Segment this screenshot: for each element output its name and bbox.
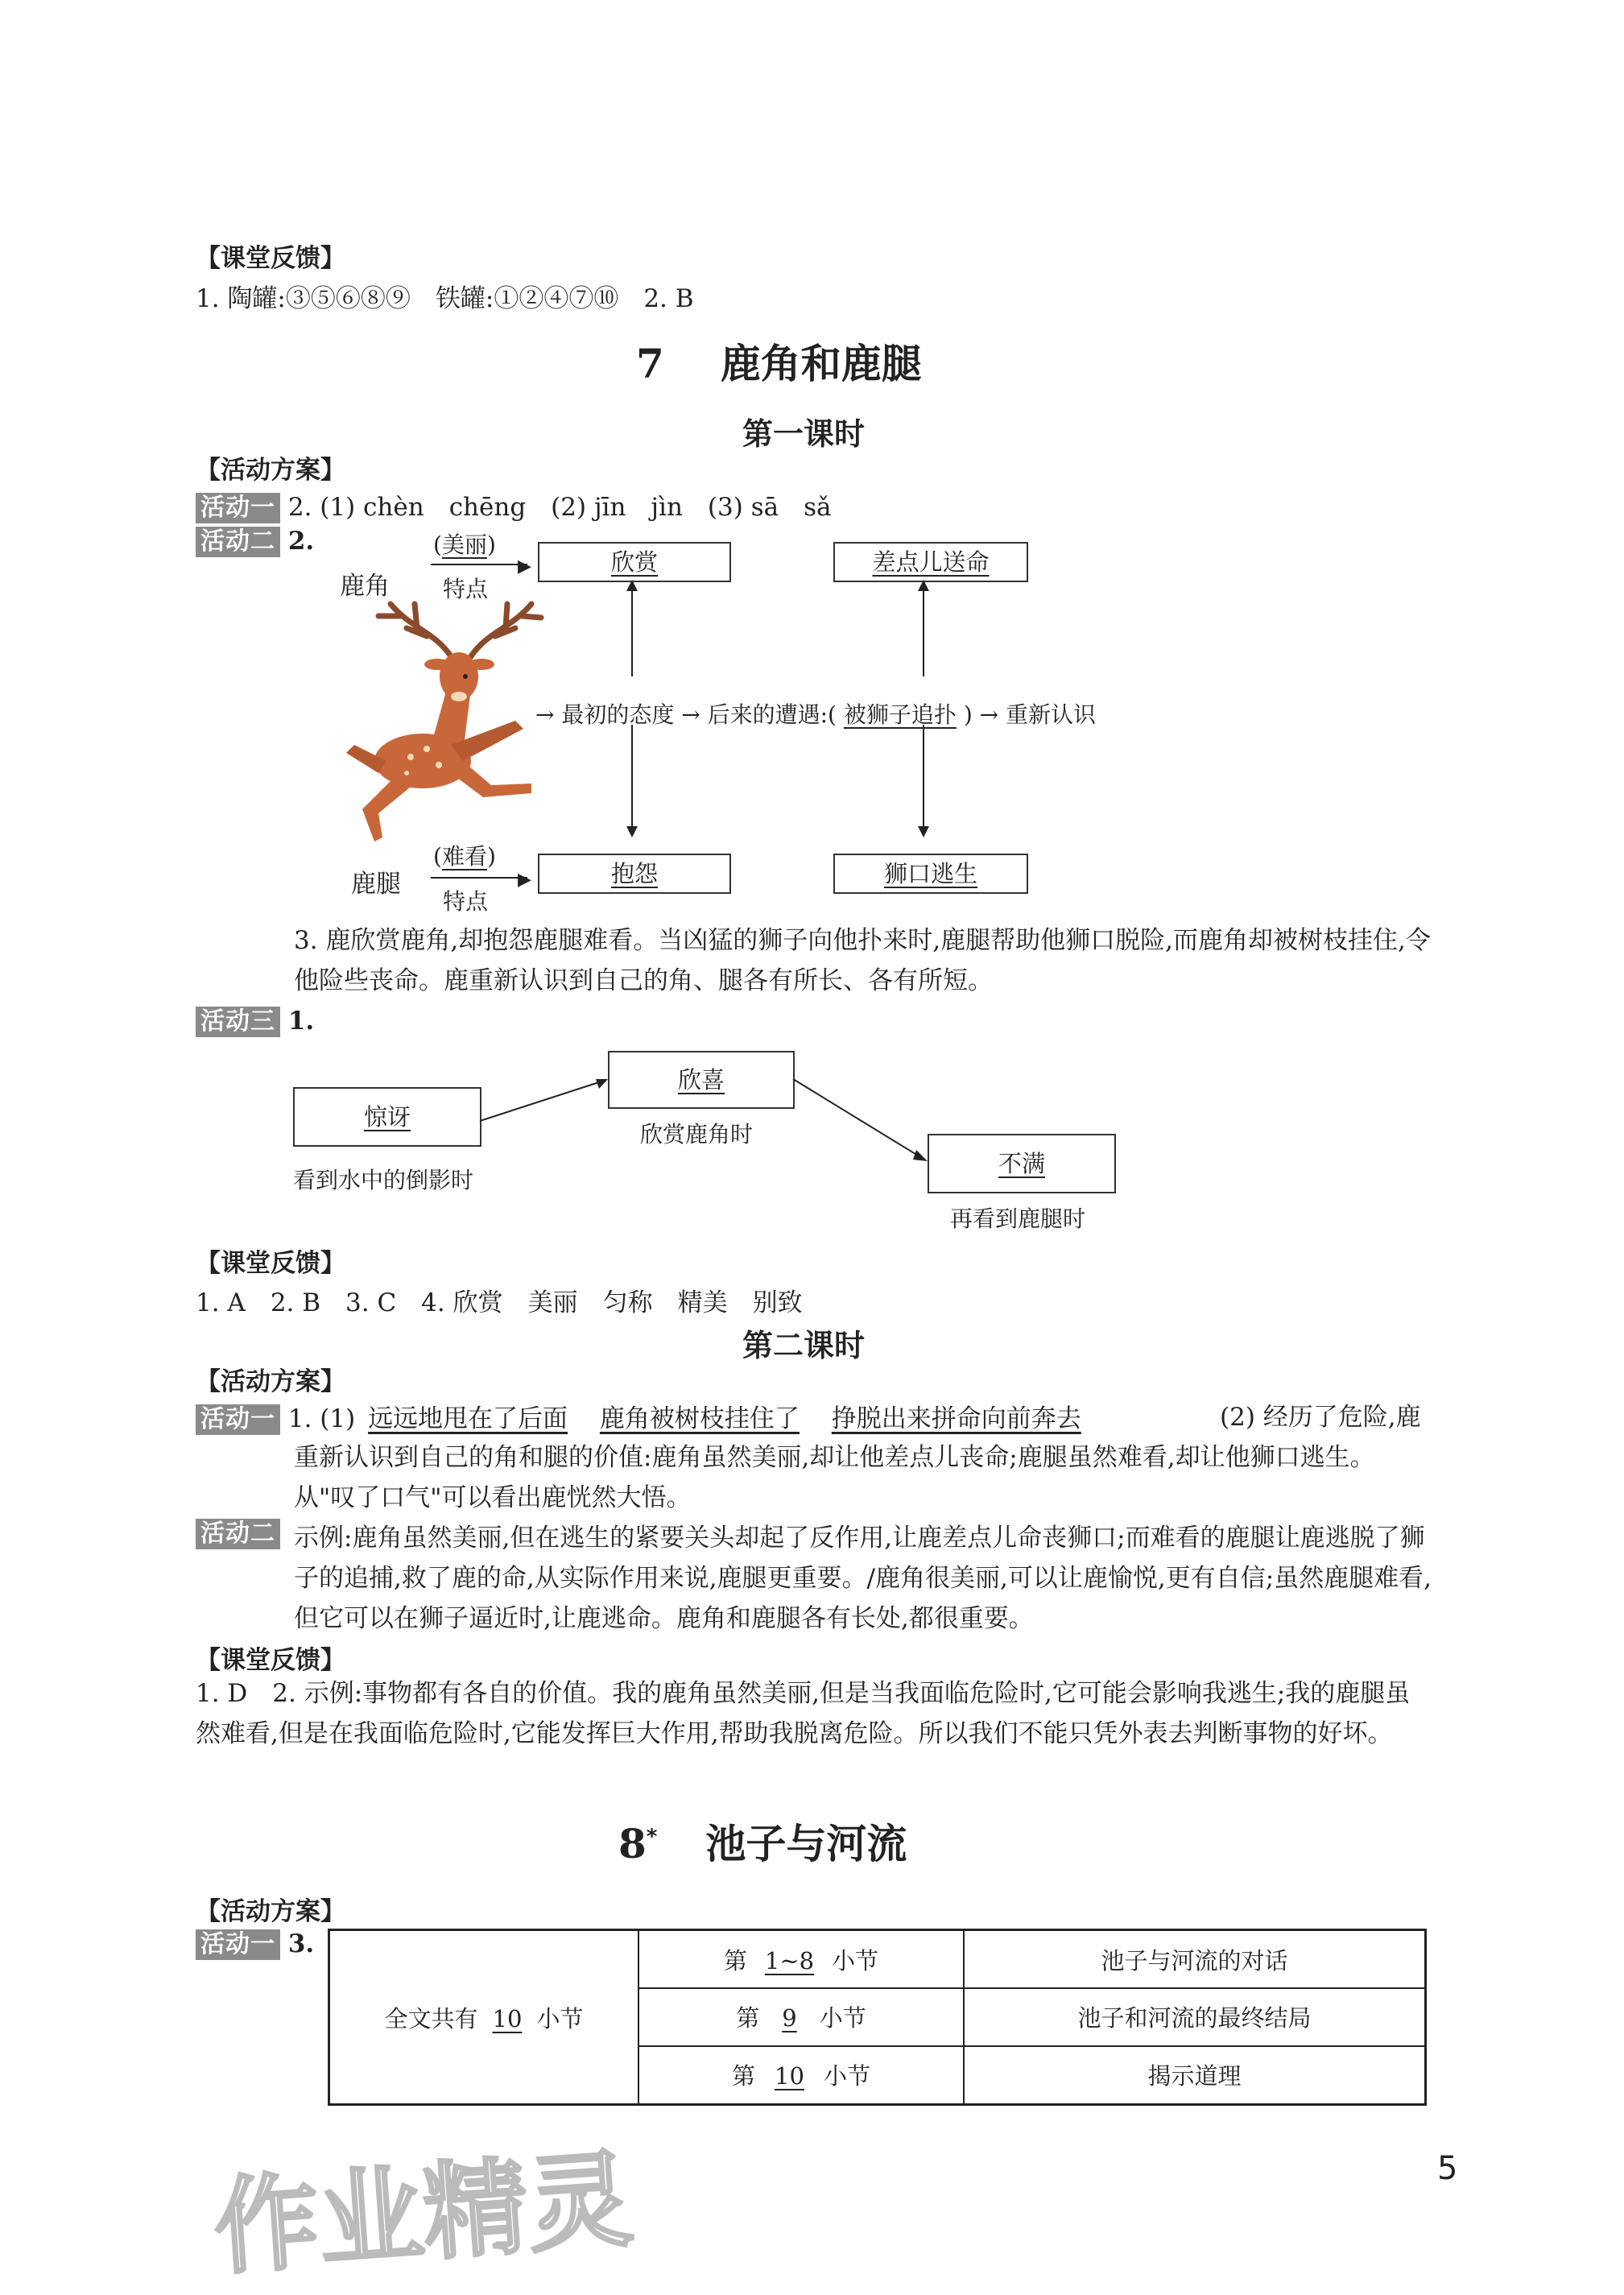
section-range-cell: 第 9 小节 [638,1988,964,2046]
question-number: 3. [287,1929,315,1958]
section-content-cell: 池子与河流的对话 [964,1930,1426,1989]
flow-event: 被狮子追扑 [843,701,957,728]
surprise-caption: 看到水中的倒影时 [293,1167,474,1193]
answer-blank: 10 [492,2004,523,2032]
activity-2-line [196,1519,280,1549]
activity-tag: 活动二 [196,1519,280,1549]
total-sections-cell: 全文共有 10 小节 [329,1930,639,2105]
box-appreciate: 欣赏 [538,542,731,582]
box-escape: 狮口逃生 [833,854,1028,894]
section-range-cell: 第 1~8 小节 [638,1930,964,1989]
section-content-cell: 揭示道理 [964,2046,1426,2105]
flow-line: → 最初的态度 → 后来的遭遇:( 被狮子追扑 ) → 重新认识 [535,701,1096,728]
antler-feature: (美丽) [433,531,496,558]
answer-blank: 挣脱出来拼命向前奔去 [831,1404,1081,1433]
feature-label: 特点 [443,888,489,915]
lesson-number: 8 [618,1820,647,1867]
question-number: 2. [287,527,315,556]
period-title: 第一课时 [742,416,866,452]
box-complain: 抱怨 [538,854,731,894]
activity-plan-heading: 【活动方案】 [196,1367,345,1396]
activity-tag: 活动二 [196,527,280,557]
lesson-name: 池子与河流 [705,1821,907,1867]
lesson-number: 7 [636,340,664,387]
box-surprise: 惊讶 [293,1087,481,1147]
emotion-arrows [475,1071,934,1168]
activity-1-answer: 2. (1) chèn chēng (2) jīn jìn (3) sā sǎ [287,493,832,522]
feedback-answers: 1. 陶罐:③⑤⑥⑧⑨ 铁罐:①②④⑦⑩ 2. B [196,284,694,313]
activity-1-prefix: 1. (1) [287,1404,356,1433]
discontent-caption: 再看到鹿腿时 [950,1205,1086,1232]
feedback-heading: 【课堂反馈】 [196,244,345,273]
activity-tag: 活动三 [196,1007,280,1037]
answer-blank: 9 [782,2004,797,2032]
section-range-cell: 第 10 小节 [638,2046,964,2105]
activity-3-line [196,1007,314,1037]
question-number: 1. [287,1007,315,1036]
leg-label: 鹿腿 [351,870,401,899]
page-number: 5 [1437,2150,1458,2187]
watermark: 作业精灵 [210,2138,637,2289]
activity-tag: 活动一 [196,1929,280,1960]
antler-label: 鹿角 [340,572,390,601]
arrow-head-icon: ▶ [518,556,531,577]
leg-feature: (难看) [433,843,496,870]
arrow-line [431,564,527,565]
lesson-title [618,1812,907,1870]
joy-caption: 欣赏鹿角时 [640,1121,754,1148]
activity-1-line [196,1929,314,1960]
feedback-heading: 【课堂反馈】 [196,1249,345,1278]
answer-blank: 1~8 [764,1946,815,1975]
activity-2-line [196,527,314,557]
activity-tag: 活动一 [196,1404,280,1435]
feedback-answers: 1. A 2. B 3. C 4. 欣赏 美丽 匀称 精美 别致 [196,1288,803,1317]
activity-1-rest: (2) 经历了危险,鹿重新认识到自己的角和腿的价值:鹿角虽然美丽,却让他差点儿丧命;鹿腿虽然难看,却让他狮口逃生。从"叹了口气"可以看出鹿恍然大悟。 [294,1403,1421,1512]
activity-plan-heading: 【活动方案】 [196,456,345,485]
activity-tag: 活动一 [196,493,280,523]
feedback-answers: 1. D 2. 示例:事物都有各自的价值。我的鹿角虽然美丽,但是当我面临危险时,它可能会影响我逃生;我的鹿腿虽然难看,但是在我面临危险时,它能发挥巨大作用,帮助我脱离危险。所以我们不能只凭外表去判断事物的好坏。 [196,1679,1411,1748]
arrow-line [431,877,527,879]
feedback-heading: 【课堂反馈】 [196,1646,345,1675]
box-discontent: 不满 [928,1134,1116,1193]
lesson-name: 鹿角和鹿腿 [720,341,922,387]
activity-2-q3: 3. 鹿欣赏鹿角,却抱怨鹿腿难看。当凶猛的狮子向他扑来时,鹿腿帮助他狮口脱险,而鹿角却被树枝挂住,令他险些丧命。鹿重新认识到自己的角、腿各有所长、各有所短。 [294,926,1431,995]
box-joy: 欣喜 [608,1051,795,1109]
period-title: 第二课时 [742,1327,866,1363]
box-near-death: 差点儿送命 [833,542,1028,582]
optional-star: * [646,1825,658,1850]
section-table [328,1929,1427,2106]
activity-plan-heading: 【活动方案】 [196,1897,345,1926]
activity-2-answer: 示例:鹿角虽然美丽,但在逃生的紧要关头却起了反作用,让鹿差点儿命丧狮口;而难看的鹿腿让鹿逃脱了狮子的追捕,救了鹿的命,从实际作用来说,鹿腿更重要。/鹿角很美丽,可以让鹿愉悦,更有自信;虽然鹿腿难看,但它可以在狮子逼近时,让鹿逃命。鹿角和鹿腿各有长处,都很重要。 [294,1524,1432,1633]
answer-blank: 远远地甩在了后面 [368,1404,568,1433]
lesson-title [636,332,922,390]
table-row [329,1930,1426,1989]
deer-illustration [330,600,548,850]
section-content-cell: 池子和河流的最终结局 [964,1988,1426,2046]
answer-blank: 鹿角被树枝挂住了 [599,1404,800,1433]
feature-label: 特点 [443,576,489,602]
answer-blank: 10 [775,2062,804,2090]
activity-1-line [196,486,831,523]
arrow-head-icon: ▶ [518,870,531,890]
